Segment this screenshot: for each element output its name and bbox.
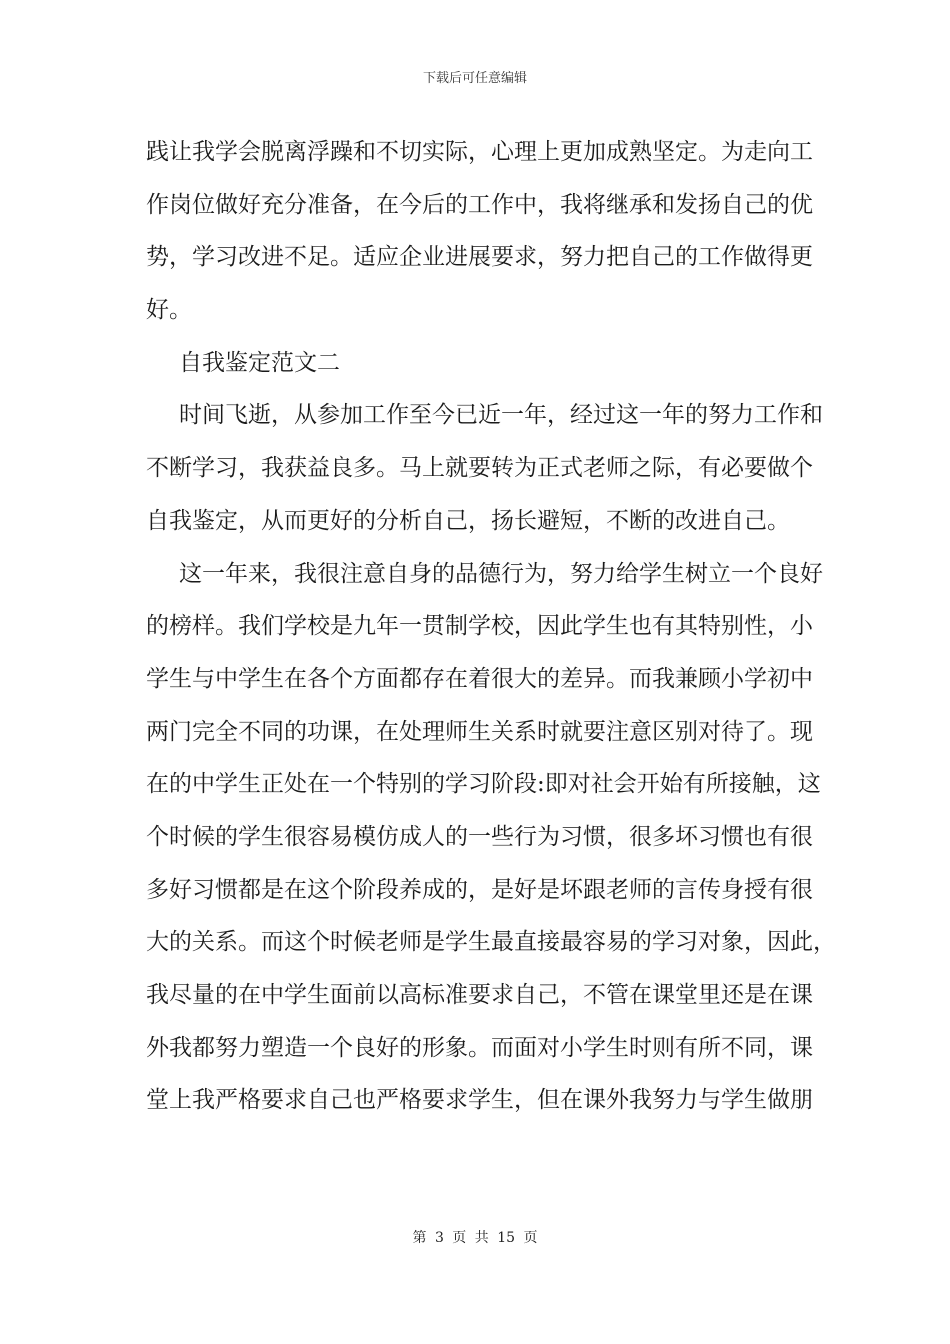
text-line: 势，学习改进不足。适应企业进展要求，努力把自己的工作做得更: [146, 244, 813, 271]
text-line: 的榜样。我们学校是九年一贯制学校，因此学生也有其特别性，小: [146, 613, 813, 640]
text-line: 时间飞逝，从参加工作至今已近一年，经过这一年的努力工作和: [179, 402, 823, 429]
text-line: 多好习惯都是在这个阶段养成的，是好是坏跟老师的言传身授有很: [146, 876, 813, 903]
page-header-note: 下载后可任意编辑: [422, 71, 527, 86]
text-line: 这一年来，我很注意自身的品德行为，努力给学生树立一个良好: [179, 560, 823, 587]
text-line: 大的关系。而这个时候老师是学生最直接最容易的学习对象，因此，: [146, 929, 836, 956]
text-line: 践让我学会脱离浮躁和不切实际，心理上更加成熟坚定。为走向工: [146, 139, 813, 165]
text-line: 堂上我严格要求自己也严格要求学生，但在课外我努力与学生做朋: [146, 1087, 813, 1114]
page-number-footer: 第 3 页 共 15 页: [412, 1230, 538, 1246]
text-line: 自我鉴定，从而更好的分析自己，扬长避短，不断的改进自己。: [146, 507, 790, 534]
section-heading: 自我鉴定范文二: [179, 349, 340, 376]
text-line: 不断学习，我获益良多。马上就要转为正式老师之际，有必要做个: [146, 455, 813, 482]
text-line: 学生与中学生在各个方面都存在着很大的差异。而我兼顾小学初中: [146, 665, 813, 692]
text-line: 好。: [146, 297, 192, 324]
text-line: 我尽量的在中学生面前以高标准要求自己，不管在课堂里还是在课: [146, 982, 813, 1008]
text-line: 两门完全不同的功课，在处理师生关系时就要注意区别对待了。现: [146, 718, 813, 745]
text-line: 在的中学生正处在一个特别的学习阶段:即对社会开始有所接触，这: [146, 771, 821, 798]
text-line: 作岗位做好充分准备，在今后的工作中，我将继承和发扬自己的优: [146, 191, 813, 218]
document-body: [146, 126, 836, 1127]
text-line: 个时候的学生很容易模仿成人的一些行为习惯，很多坏习惯也有很: [146, 823, 813, 850]
text-line: 外我都努力塑造一个良好的形象。而面对小学生时则有所不同，课: [146, 1034, 813, 1061]
